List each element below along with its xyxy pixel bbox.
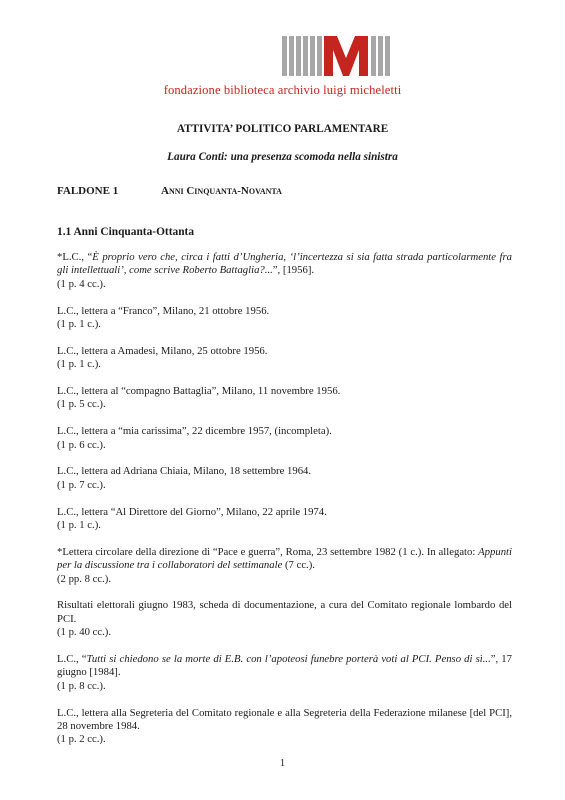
entry-description: L.C., lettera a Amadesi, Milano, 25 ottobre 1956.: [57, 344, 268, 357]
entry-extent: (1 p. 5 cc.).: [57, 398, 106, 411]
entry-description: L.C., “Tutti si chiedono se la morte di E.B. con l’apoteosi funebre porterà voti al PCI. Penso di sì...”, 17 giugno [1984].: [57, 653, 512, 679]
entry-extent: (1 p. 1 c.).: [57, 318, 101, 331]
entry-extent: (1 p. 2 cc.).: [57, 733, 106, 746]
archive-entry: [57, 546, 512, 586]
archive-entry: [57, 385, 512, 412]
entry-extent: (1 p. 4 cc.).: [57, 277, 106, 290]
archive-entry: [57, 345, 512, 372]
micheletti-logo-icon: [282, 36, 390, 76]
entry-description: *Lettera circolare della direzione di “Pace e guerra”, Roma, 23 settembre 1982 (1 c.). In allegato: Appunti per la discussione tra i collaboratori del settimanale (7 cc.).: [57, 545, 512, 572]
archive-entries: [57, 251, 512, 760]
section-heading: 1.1 Anni Cinquanta-Ottanta: [57, 226, 195, 238]
entry-description: L.C., lettera ad Adriana Chiaia, Milano, 18 settembre 1964.: [57, 465, 312, 478]
archive-entry: [57, 425, 512, 452]
entry-extent: (1 p. 40 cc.).: [57, 626, 112, 639]
archive-entry: [57, 653, 512, 693]
entry-description: L.C., lettera a “Franco”, Milano, 21 ottobre 1956.: [57, 304, 270, 317]
archive-entry: [57, 251, 512, 291]
archive-entry: [57, 465, 512, 492]
document-subtitle: Laura Conti: una presenza scomoda nella sinistra: [167, 151, 398, 163]
entry-extent: (1 p. 8 cc.).: [57, 679, 106, 692]
archive-entry: [57, 506, 512, 533]
entry-description: L.C., lettera a “mia carissima”, 22 dicembre 1957, (incompleta).: [57, 425, 332, 438]
entry-extent: (1 p. 7 cc.).: [57, 478, 106, 491]
document-title: ATTIVITA’ POLITICO PARLAMENTARE: [176, 123, 389, 135]
entry-extent: (2 pp. 8 cc.).: [57, 572, 112, 585]
entry-extent: (1 p. 1 c.).: [57, 358, 101, 371]
faldone-label: FALDONE 1: [57, 185, 119, 197]
foundation-logo: [0, 36, 565, 110]
entry-extent: (1 p. 1 c.).: [57, 519, 101, 532]
entry-description: L.C., lettera “Al Direttore del Giorno”, Milano, 22 aprile 1974.: [57, 505, 327, 518]
entry-description: Risultati elettorali giugno 1983, scheda di documentazione, a cura del Comitato regionale lombardo del PCI.: [57, 599, 512, 625]
entry-description: L.C., lettera al “compagno Battaglia”, Milano, 11 novembre 1956.: [57, 385, 341, 398]
archive-entry: [57, 599, 512, 639]
archive-entry: [57, 707, 512, 747]
faldone-period: Anni Cinquanta-Novanta: [161, 185, 282, 197]
page-number: 1: [279, 758, 286, 769]
entry-extent: (1 p. 6 cc.).: [57, 438, 106, 451]
entry-description: *L.C., “È proprio vero che, circa i fatti d’Ungheria, ‘l’incertezza si sia fatta strada particolarmente fra gli intellettuali’, come scrive Roberto Battaglia?...”, [1956].: [57, 251, 512, 277]
faldone-line: [57, 185, 282, 197]
archive-entry: [57, 305, 512, 332]
entry-description: L.C., lettera alla Segreteria del Comitato regionale e alla Segreteria della Federazione milanese [del PCI], 28 novembre 1984.: [57, 706, 512, 733]
foundation-name: fondazione biblioteca archivio luigi micheletti: [163, 83, 402, 97]
